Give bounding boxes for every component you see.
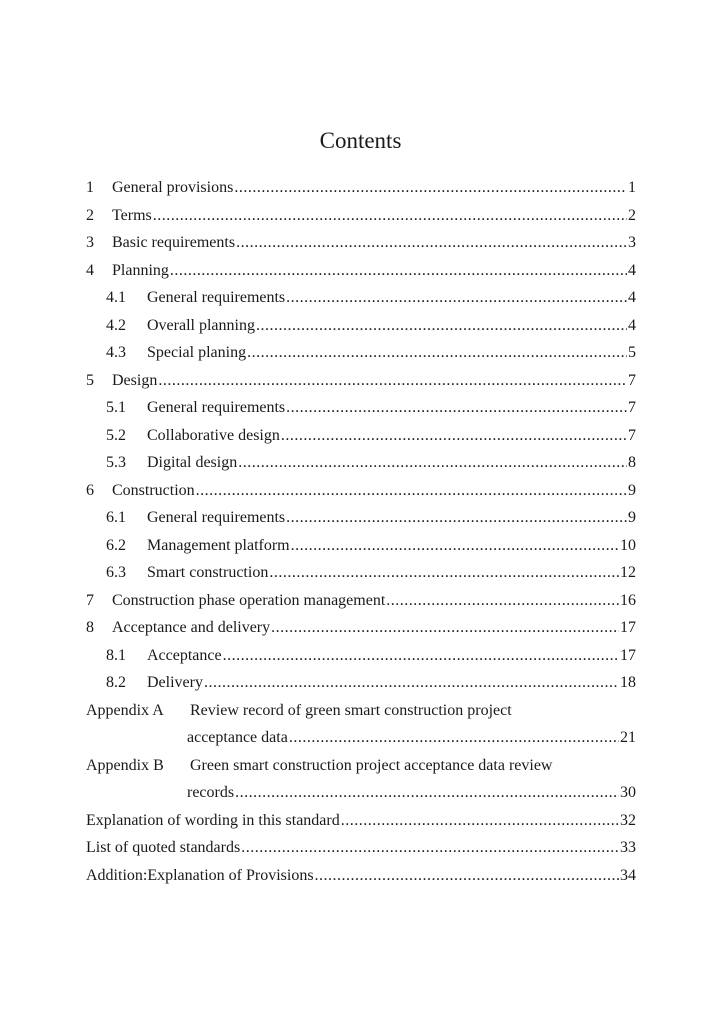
dot-leader (204, 669, 619, 697)
dot-leader (158, 367, 627, 395)
toc-entry-title: General requirements (147, 509, 286, 526)
appendix-label: Appendix B (86, 757, 164, 774)
toc-entry-number: 7 (86, 592, 94, 609)
toc-entry-page: 30 (620, 784, 636, 801)
toc-entry[interactable] (106, 559, 636, 587)
toc-entry-page: 12 (620, 564, 636, 581)
toc-entry[interactable] (86, 174, 636, 202)
dot-leader (269, 559, 619, 587)
toc-entry-page: 33 (620, 839, 636, 856)
toc-entry-number: 8 (86, 619, 94, 636)
toc-entry-page: 9 (628, 509, 636, 526)
toc-entry-page: 7 (628, 399, 636, 416)
toc-entry[interactable] (86, 614, 636, 642)
toc-entry[interactable] (106, 312, 636, 340)
dot-leader (286, 394, 627, 422)
toc-entry-number: 1 (86, 179, 94, 196)
toc-entry[interactable] (106, 669, 636, 697)
dot-leader (196, 477, 627, 505)
dot-leader (170, 257, 627, 285)
toc-entry-title: Special planing (147, 344, 247, 361)
toc-entry[interactable] (106, 449, 636, 477)
dot-leader (271, 614, 619, 642)
toc-entry-title: Collaborative design (147, 427, 280, 444)
toc-entry-number: 5 (86, 372, 94, 389)
toc-entry-number: 5.2 (106, 427, 126, 444)
appendix-a-heading[interactable] (86, 697, 512, 725)
appendix-b-heading[interactable] (86, 752, 552, 780)
appendix-label: Appendix A (86, 702, 164, 719)
toc-entry-title: General requirements (147, 399, 286, 416)
toc-entry-number: 4.1 (106, 289, 126, 306)
toc-entry-title: Explanation of wording in this standard (86, 812, 340, 829)
toc-entry-number: 4.2 (106, 317, 126, 334)
toc-entry-page: 2 (628, 207, 636, 224)
toc-entry-page: 10 (620, 537, 636, 554)
toc-entry-page: 34 (620, 867, 636, 884)
toc-entry-page: 5 (628, 344, 636, 361)
dot-leader (315, 862, 619, 890)
toc-entry[interactable] (86, 229, 636, 257)
toc-entry-number: 4 (86, 262, 94, 279)
toc-entry-page: 4 (628, 317, 636, 334)
dot-leader (236, 229, 627, 257)
dot-leader (234, 174, 627, 202)
dot-leader (247, 339, 627, 367)
toc-entry-number: 6 (86, 482, 94, 499)
toc-entry-page: 8 (628, 454, 636, 471)
toc-entry[interactable] (106, 339, 636, 367)
toc-entry-title: Addition:Explanation of Provisions (86, 867, 314, 884)
toc-entry-page: 17 (620, 619, 636, 636)
appendix-a-entry[interactable] (187, 724, 636, 752)
toc-entry-title: List of quoted standards (86, 839, 241, 856)
toc-entry-title: General requirements (147, 289, 286, 306)
dot-leader (289, 724, 619, 752)
toc-entry-title: Delivery (147, 674, 203, 691)
dot-leader (281, 422, 627, 450)
toc-entry-number: 5.3 (106, 454, 126, 471)
toc-entry-page: 9 (628, 482, 636, 499)
appendix-title: Green smart construction project acceptance data review (190, 757, 553, 774)
toc-entry-page: 32 (620, 812, 636, 829)
toc-entry[interactable] (106, 532, 636, 560)
toc-entry[interactable] (86, 202, 636, 230)
toc-entry-title: Construction (112, 482, 195, 499)
toc-entry-number: 8.2 (106, 674, 126, 691)
dot-leader (235, 779, 619, 807)
toc-entry[interactable] (106, 394, 636, 422)
toc-entry-title: Construction phase operation management (112, 592, 386, 609)
toc-entry-page: 4 (628, 262, 636, 279)
toc-entry-title: Management platform (147, 537, 290, 554)
toc-entry[interactable] (106, 642, 636, 670)
toc-entry-page: 1 (628, 179, 636, 196)
toc-entry-number: 5.1 (106, 399, 126, 416)
toc-entry-number: 2 (86, 207, 94, 224)
toc-entry-page: 7 (628, 372, 636, 389)
dot-leader (286, 504, 627, 532)
toc-entry-page: 16 (620, 592, 636, 609)
dot-leader (256, 312, 627, 340)
toc-entry-title: Acceptance (147, 647, 222, 664)
dot-leader (238, 449, 627, 477)
toc-entry-title: Acceptance and delivery (112, 619, 271, 636)
toc-entry-title: Design (112, 372, 158, 389)
dot-leader (223, 642, 619, 670)
dot-leader (286, 284, 627, 312)
toc-entry-page: 7 (628, 427, 636, 444)
toc-entry-number: 6.1 (106, 509, 126, 526)
toc-entry[interactable] (106, 422, 636, 450)
toc-entry-title: Smart construction (147, 564, 269, 581)
toc-entry-page: 17 (620, 647, 636, 664)
toc-entry-title: Terms (112, 207, 152, 224)
page-title: Contents (319, 128, 402, 153)
toc-entry-page: 4 (628, 289, 636, 306)
toc-entry-page: 18 (620, 674, 636, 691)
toc-entry-number: 3 (86, 234, 94, 251)
toc-entry-page: 3 (628, 234, 636, 251)
toc-entry[interactable] (86, 834, 636, 862)
appendix-b-entry[interactable] (187, 779, 636, 807)
toc-entry-title: General provisions (112, 179, 234, 196)
toc-entry[interactable] (86, 257, 636, 285)
toc-entry[interactable] (106, 504, 636, 532)
toc-entry[interactable] (86, 587, 636, 615)
dot-leader (386, 587, 619, 615)
toc-entry[interactable] (86, 807, 636, 835)
toc-entry-number: 4.3 (106, 344, 126, 361)
appendix-title: Review record of green smart construction project (190, 702, 512, 719)
dot-leader (153, 202, 627, 230)
dot-leader (341, 807, 619, 835)
toc-entry-number: 6.3 (106, 564, 126, 581)
toc-entry-number: 6.2 (106, 537, 126, 554)
toc-entry-page: 21 (620, 729, 636, 746)
toc-entry-title: Overall planning (147, 317, 255, 334)
toc-entry-number: 8.1 (106, 647, 126, 664)
dot-leader (241, 834, 619, 862)
toc-entry[interactable] (86, 367, 636, 395)
toc-entry[interactable] (86, 862, 636, 890)
toc-entry[interactable] (106, 284, 636, 312)
appendix-title-continued: records (187, 784, 235, 801)
toc-entry-title: Planning (112, 262, 169, 279)
appendix-title-continued: acceptance data (187, 729, 288, 746)
toc-entry-title: Digital design (147, 454, 238, 471)
toc-entry-title: Basic requirements (112, 234, 236, 251)
toc-entry[interactable] (86, 477, 636, 505)
dot-leader (291, 532, 619, 560)
